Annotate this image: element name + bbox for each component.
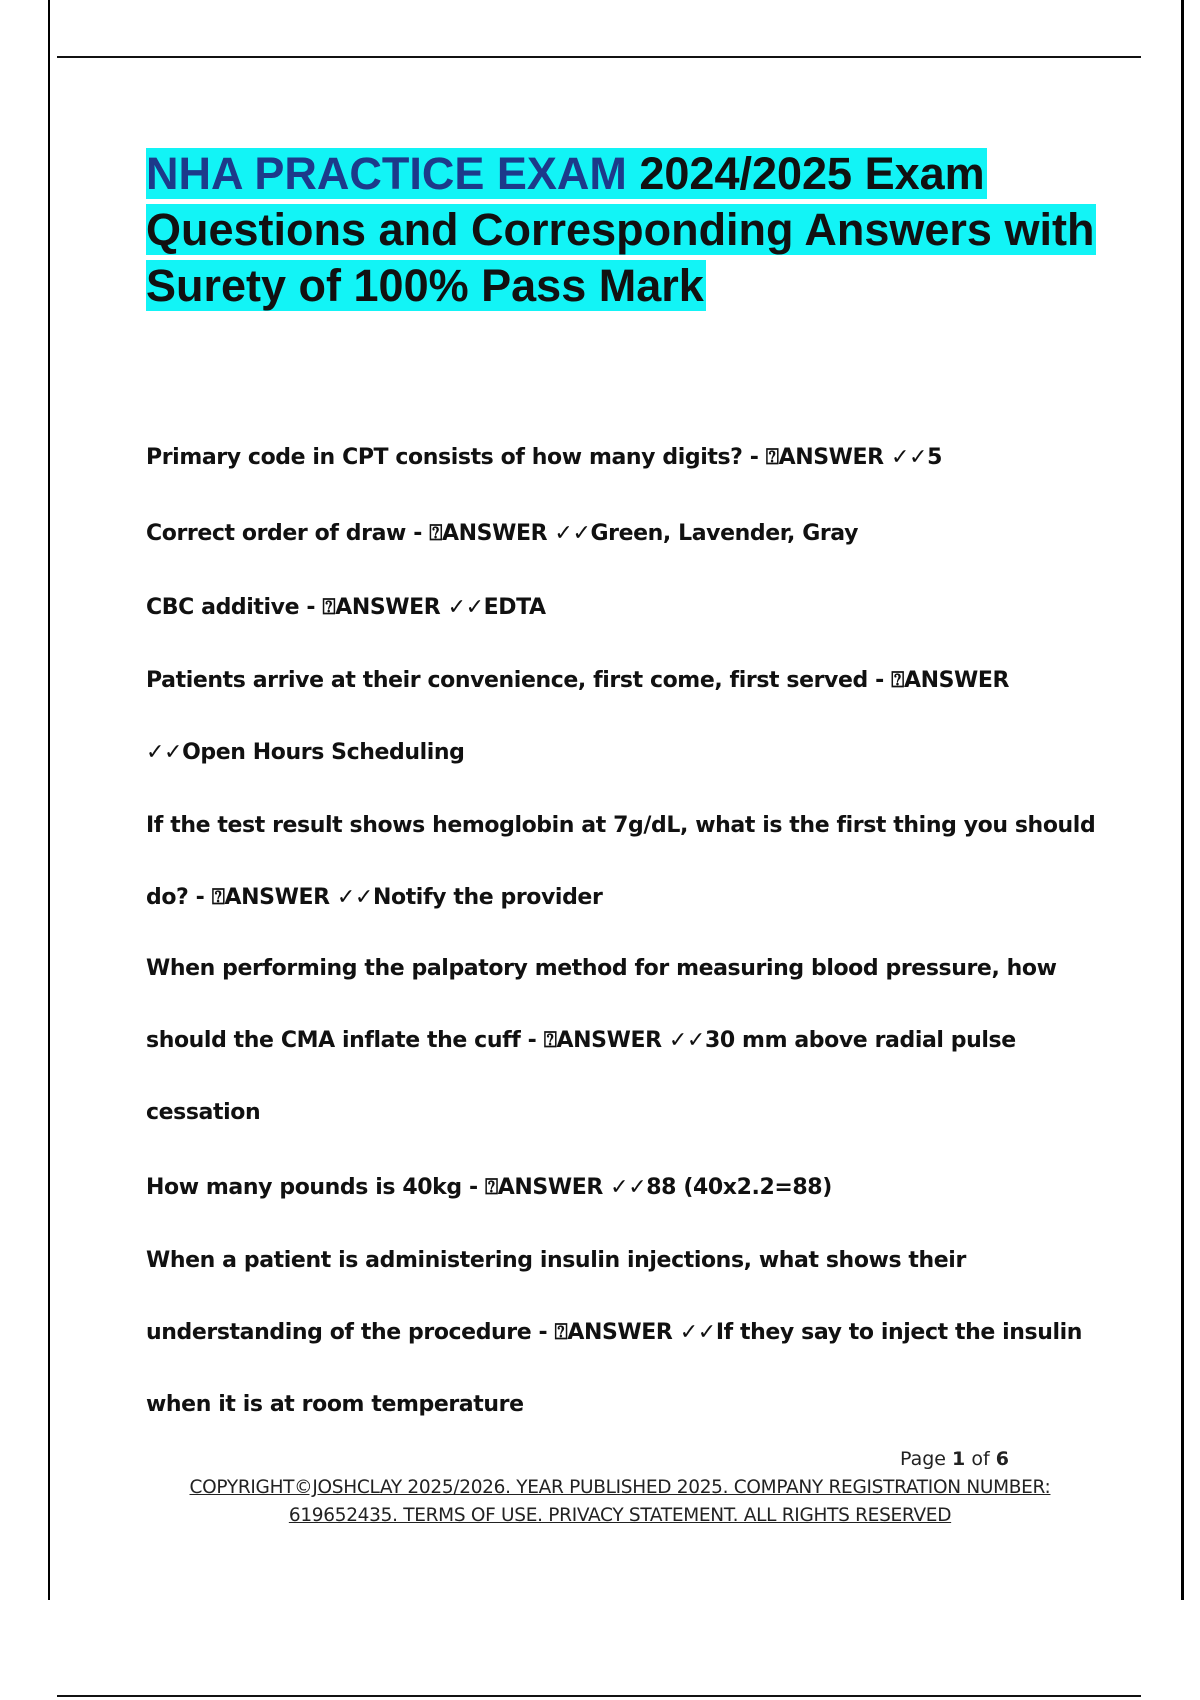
page-of: of bbox=[965, 1448, 996, 1470]
top-rule bbox=[57, 56, 1141, 58]
check-icon: ✓✓ bbox=[679, 1320, 716, 1345]
missing-glyph-icon: ⍰ bbox=[891, 668, 904, 693]
title-part-1: NHA PRACTICE EXAM bbox=[146, 148, 640, 199]
qa-item-1 bbox=[146, 422, 1106, 494]
qa-item-2 bbox=[146, 498, 1106, 570]
answer-prefix: ANSWER bbox=[497, 1175, 603, 1200]
answer-prefix: ANSWER bbox=[567, 1320, 673, 1345]
answer-text: If they say to inject the insulin when it is at room temperature bbox=[146, 1320, 1083, 1417]
question-text: Patients arrive at their convenience, first come, first served - bbox=[146, 668, 892, 693]
missing-glyph-icon: ⍰ bbox=[484, 1175, 498, 1200]
missing-glyph-icon: ⍰ bbox=[429, 521, 443, 546]
check-icon: ✓✓ bbox=[610, 1175, 647, 1200]
answer-text: EDTA bbox=[483, 595, 546, 620]
check-icon: ✓✓ bbox=[890, 445, 928, 470]
missing-glyph-icon: ⍰ bbox=[211, 885, 225, 910]
answer-text: Notify the provider bbox=[372, 885, 603, 910]
missing-glyph-icon: ⍰ bbox=[543, 1028, 557, 1053]
check-icon: ✓✓ bbox=[447, 595, 484, 620]
page-current: 1 bbox=[952, 1448, 966, 1470]
qa-item-4 bbox=[146, 645, 1106, 789]
document-title bbox=[146, 146, 1106, 314]
question-text: Correct order of draw - bbox=[146, 521, 430, 546]
missing-glyph-icon: ⍰ bbox=[554, 1320, 568, 1345]
bottom-rule bbox=[57, 1695, 1141, 1697]
page-label: Page bbox=[900, 1448, 953, 1470]
answer-prefix: ANSWER bbox=[556, 1028, 662, 1053]
check-icon: ✓✓ bbox=[554, 521, 591, 546]
missing-glyph-icon: ⍰ bbox=[322, 595, 336, 620]
answer-prefix: ANSWER bbox=[778, 445, 884, 470]
answer-text: 88 (40x2.2=88) bbox=[646, 1175, 832, 1200]
check-icon: ✓✓ bbox=[336, 885, 373, 910]
qa-item-3 bbox=[146, 572, 1106, 644]
question-text: CBC additive - bbox=[146, 595, 323, 620]
question-text: When a patient is administering insulin injections, what shows their understanding of the procedure - bbox=[146, 1248, 966, 1345]
qa-item-5 bbox=[146, 790, 1106, 934]
answer-text: 30 mm above radial pulse cessation bbox=[146, 1028, 1016, 1125]
page-border-left bbox=[48, 0, 50, 1600]
answer-prefix: ANSWER bbox=[335, 595, 441, 620]
answer-prefix: ANSWER bbox=[224, 885, 330, 910]
copyright-footer: COPYRIGHT©JOSHCLAY 2025/2026. YEAR PUBLISHED 2025. COMPANY REGISTRATION NUMBER: 619652435. TERMS OF USE. PRIVACY STATEMENT. ALL RIGHTS RESERVED bbox=[189, 1477, 1051, 1526]
check-icon: ✓✓ bbox=[668, 1028, 705, 1053]
question-text: When performing the palpatory method for measuring blood pressure, how should the CMA inflate the cuff - bbox=[146, 956, 1057, 1053]
answer-prefix: ANSWER bbox=[442, 521, 548, 546]
answer-text: Green, Lavender, Gray bbox=[590, 521, 859, 546]
check-icon: ✓✓ bbox=[146, 740, 183, 765]
answer-text: Open Hours Scheduling bbox=[182, 740, 465, 765]
page-number bbox=[900, 1448, 1009, 1470]
qa-item-6 bbox=[146, 933, 1106, 1149]
qa-item-7 bbox=[146, 1152, 1106, 1224]
answer-text: 5 bbox=[927, 445, 942, 470]
answer-prefix: ANSWER bbox=[903, 668, 1010, 693]
question-text: If the test result shows hemoglobin at 7g/dL, what is the first thing you should do? - bbox=[146, 813, 1096, 910]
missing-glyph-icon: ⍰ bbox=[765, 445, 779, 470]
page-border-right bbox=[1181, 0, 1184, 1600]
title-part-2: 2024/2025 Exam Questions and Corresponding Answers with Surety of 100% Pass Mark bbox=[146, 148, 1095, 311]
question-text: How many pounds is 40kg - bbox=[146, 1175, 485, 1200]
qa-item-8 bbox=[146, 1225, 1106, 1441]
question-text: Primary code in CPT consists of how many digits? - bbox=[146, 445, 766, 470]
page-total: 6 bbox=[995, 1448, 1009, 1470]
